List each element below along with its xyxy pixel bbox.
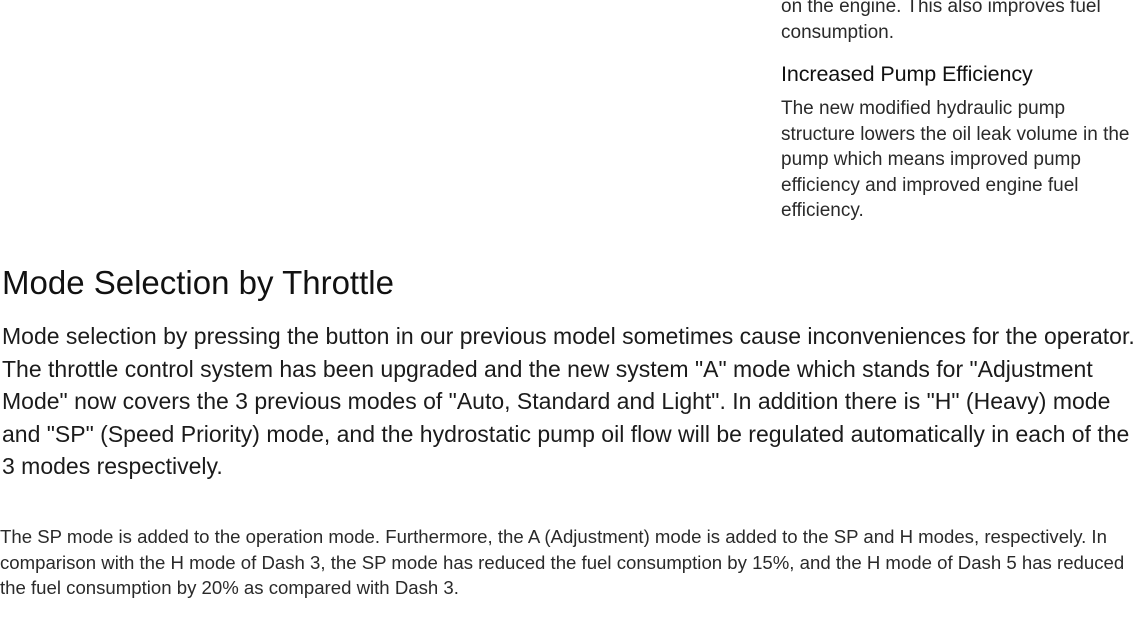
feature-heading: Increased Pump Efficiency	[781, 62, 1033, 86]
section-title: Mode Selection by Throttle	[2, 264, 394, 301]
section-note-paragraph: The SP mode is added to the operation mode. Furthermore, the A (Adjustment) mode is added to the SP and H modes, respectively. In comparison with the H mode of Dash 3, the SP mode has reduced the fuel consumption by 15%, and the H mode of Dash 5 has reduced the fuel consumption by 20% as compared with Dash 3.	[0, 526, 1125, 599]
feature-paragraph: The new modified hydraulic pump structure lowers the oil leak volume in the pump which means improved pump efficiency and improved engine fuel efficiency.	[781, 98, 1130, 221]
section-lead-paragraph: Mode selection by pressing the button in our previous model sometimes cause inconveniences for the operator. The throttle control system has been upgraded and the new system "A" mode which stands for "Adjustment Mode" now covers the 3 previous modes of "Auto, Standard and Light". In addition there is "H" (Heavy) mode and "SP" (Speed Priority) mode, and the hydrostatic pump oil flow will be regulated automatically in each of the 3 modes respectively.	[2, 323, 1135, 480]
mode-selection-section	[2, 262, 1138, 483]
feature-intro-paragraph: on the engine. This also improves fuel consumption.	[781, 0, 1101, 43]
feature-column	[781, 0, 1133, 224]
